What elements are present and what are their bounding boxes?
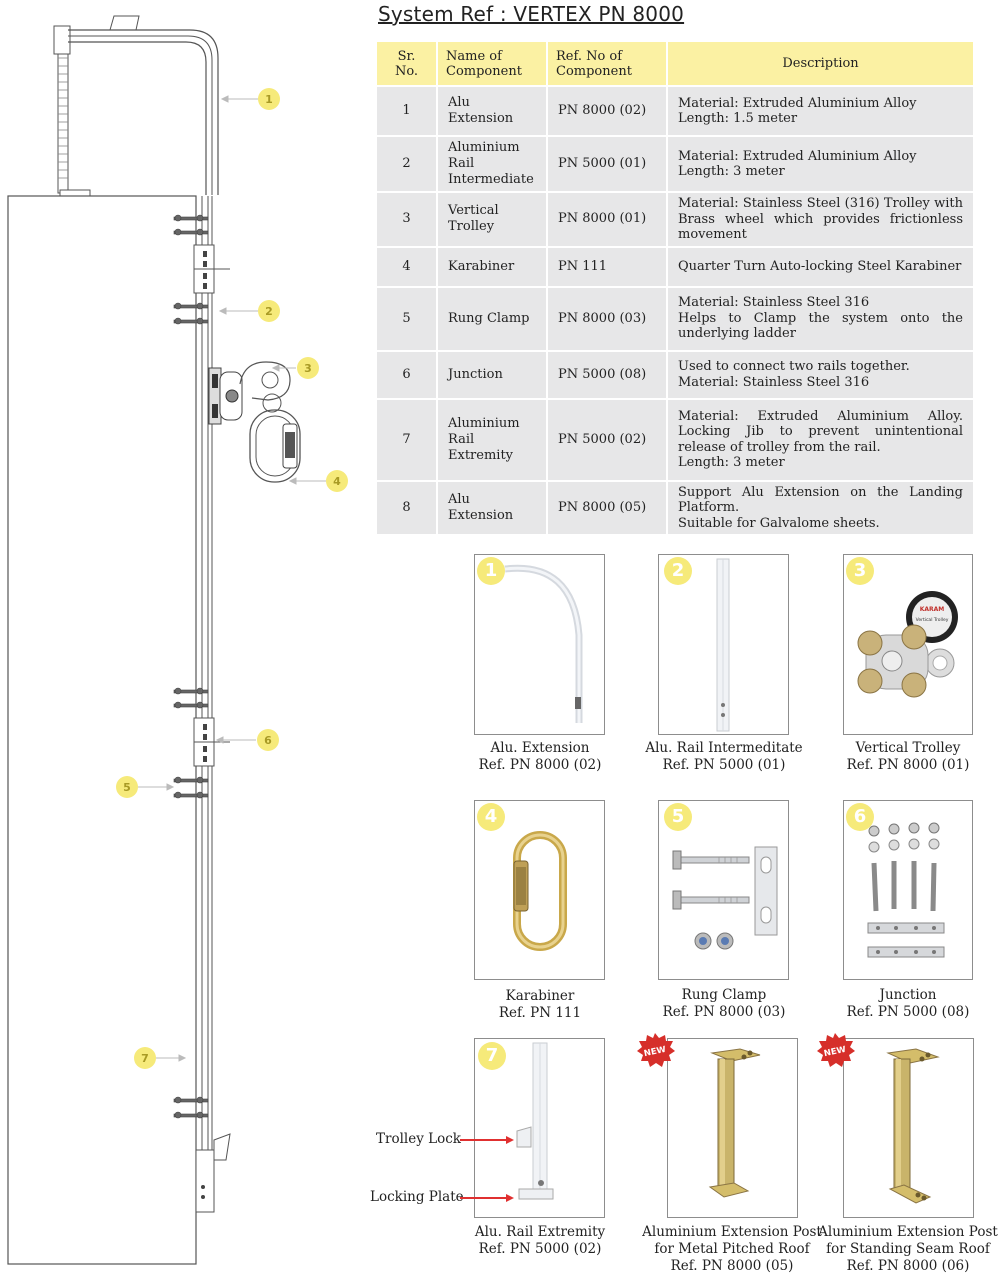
- cell-sr: 8: [377, 481, 437, 536]
- card-number-badge: 1: [477, 557, 505, 585]
- desc-line: Helps to Clamp the system onto the underlying ladder: [678, 310, 963, 342]
- desc-line: Suitable for Galvalome sheets.: [678, 515, 880, 531]
- desc-line: Material: Stainless Steel 316: [678, 374, 870, 390]
- header-description: Description: [667, 42, 974, 86]
- cell-desc: [667, 399, 974, 481]
- new-badge-text: NEW: [643, 1044, 667, 1060]
- cell-desc: [667, 136, 974, 192]
- extension-post-seam-image: [844, 1039, 973, 1217]
- desc-line: Used to connect two rails together.: [678, 359, 910, 374]
- card-caption: [624, 740, 824, 774]
- trolley-brand-text: KARAM: [919, 606, 945, 613]
- cell-name: Aluminium Rail Intermediate: [437, 136, 547, 192]
- cell-ref: PN 8000 (05): [547, 481, 667, 536]
- card-caption: [808, 987, 1000, 1021]
- caption-line2: Ref. PN 8000 (01): [846, 757, 970, 773]
- table-row: [377, 192, 974, 247]
- cell-name: Junction: [437, 351, 547, 399]
- card-frame: [843, 1038, 974, 1218]
- caption-line2: Ref. PN 8000 (02): [478, 757, 602, 773]
- ladder-system-diagram: [0, 0, 370, 1281]
- caption-line3: Ref. PN 8000 (06): [846, 1258, 970, 1274]
- cell-ref: PN 5000 (08): [547, 351, 667, 399]
- cell-name: Alu Extension: [437, 481, 547, 536]
- caption-line1: Aluminium Extension Post: [818, 1224, 998, 1240]
- callout-7: 7: [141, 1052, 149, 1065]
- desc-line: Material: Stainless Steel (316) Trolley with Brass wheel which provides frictionless movement: [678, 196, 963, 242]
- cell-sr: 2: [377, 136, 437, 192]
- table-row: [377, 136, 974, 192]
- cell-sr: 4: [377, 247, 437, 287]
- card-caption: [440, 988, 640, 1022]
- card-frame: [667, 1038, 798, 1218]
- caption-line2: Ref. PN 8000 (03): [662, 1004, 786, 1020]
- cell-ref: PN 5000 (02): [547, 399, 667, 481]
- table-row: [377, 351, 974, 399]
- caption-line2: Ref. PN 5000 (01): [662, 757, 786, 773]
- cell-desc: [667, 86, 974, 136]
- trolley-sub-text: Vertical Trolley: [915, 618, 949, 623]
- card-caption: [624, 987, 824, 1021]
- desc-line: Material: Extruded Aluminium Alloy: [678, 95, 917, 111]
- card-number-badge: 3: [846, 557, 874, 585]
- cell-sr: 7: [377, 399, 437, 481]
- component-table: [377, 42, 975, 536]
- table-row: [377, 287, 974, 351]
- caption-line1: Rung Clamp: [681, 987, 767, 1003]
- header-name: Name of Component: [437, 42, 547, 86]
- card-caption: [440, 1224, 640, 1258]
- callout-4: 4: [333, 475, 341, 488]
- new-badge: [815, 1032, 855, 1068]
- cell-desc: [667, 287, 974, 351]
- cell-sr: 3: [377, 192, 437, 247]
- card-number-badge: 4: [477, 803, 505, 831]
- callout-3: 3: [304, 362, 312, 375]
- caption-line2: Ref. PN 5000 (08): [846, 1004, 970, 1020]
- table-row: [377, 399, 974, 481]
- desc-line: Material: Extruded Aluminium Alloy: [678, 148, 917, 164]
- cell-desc: [667, 192, 974, 247]
- cell-name: Aluminium Rail Extremity: [437, 399, 547, 481]
- table-row: [377, 481, 974, 536]
- callout-5: 5: [123, 781, 131, 794]
- cell-ref: PN 8000 (02): [547, 86, 667, 136]
- desc-line: Material: Stainless Steel 316: [678, 295, 870, 311]
- desc-line: Length: 3 meter: [678, 455, 785, 470]
- caption-line1: Karabiner: [505, 988, 575, 1004]
- cell-sr: 1: [377, 86, 437, 136]
- caption-line1: Alu. Rail Intermeditate: [645, 740, 803, 756]
- header-ref: Ref. No of Component: [547, 42, 667, 86]
- caption-line1: Aluminium Extension Post: [642, 1224, 822, 1240]
- caption-line2: Ref. PN 111: [498, 1005, 582, 1021]
- caption-line1: Alu. Rail Extremity: [474, 1224, 606, 1240]
- cell-desc: [667, 481, 974, 536]
- trolley-lock-label: Trolley Lock: [376, 1131, 461, 1147]
- new-badge-text: NEW: [823, 1044, 847, 1060]
- cell-desc: [667, 351, 974, 399]
- new-badge: [635, 1032, 675, 1068]
- caption-line1: Junction: [879, 987, 937, 1003]
- desc-line: Quarter Turn Auto-locking Steel Karabiner: [678, 258, 962, 274]
- cell-desc: [667, 247, 974, 287]
- card-number-badge: 7: [478, 1042, 506, 1070]
- card-number-badge: 5: [664, 803, 692, 831]
- cell-ref: PN 111: [547, 247, 667, 287]
- cell-sr: 6: [377, 351, 437, 399]
- cell-sr: 5: [377, 287, 437, 351]
- card-number-badge: 2: [664, 557, 692, 585]
- caption-line2: for Metal Pitched Roof: [654, 1241, 810, 1257]
- locking-plate-label: Locking Plate: [370, 1189, 464, 1205]
- card-caption: [632, 1224, 832, 1275]
- card-caption: [808, 740, 1000, 774]
- desc-line: Length: 1.5 meter: [678, 111, 798, 126]
- desc-line: Support Alu Extension on the Landing Platform.: [678, 484, 963, 515]
- table-row: [377, 86, 974, 136]
- cell-name: Rung Clamp: [437, 287, 547, 351]
- caption-line1: Vertical Trolley: [855, 740, 961, 756]
- cell-ref: PN 5000 (01): [547, 136, 667, 192]
- desc-line: Material: Extruded Aluminium Alloy. Locking Jib to prevent unintentional release of trolley from the rail.: [678, 408, 963, 455]
- card-number-badge: 6: [846, 803, 874, 831]
- card-caption: [808, 1224, 1000, 1275]
- table-header-row: [377, 42, 974, 86]
- card-caption: [440, 740, 640, 774]
- table-row: [377, 247, 974, 287]
- callout-1: 1: [265, 93, 273, 106]
- callout-2: 2: [265, 305, 273, 318]
- caption-line2: for Standing Seam Roof: [826, 1241, 990, 1257]
- system-ref-title: System Ref : VERTEX PN 8000: [378, 2, 685, 26]
- cell-name: Alu Extension: [437, 86, 547, 136]
- caption-line1: Alu. Extension: [490, 740, 590, 756]
- cell-ref: PN 8000 (01): [547, 192, 667, 247]
- callout-6: 6: [264, 734, 272, 747]
- header-sr-no: Sr. No.: [377, 42, 437, 86]
- extension-post-metal-image: [668, 1039, 797, 1217]
- cell-name: Karabiner: [437, 247, 547, 287]
- caption-line3: Ref. PN 8000 (05): [670, 1258, 794, 1274]
- red-arrows: [458, 1130, 518, 1210]
- desc-line: Length: 3 meter: [678, 164, 785, 179]
- cell-name: Vertical Trolley: [437, 192, 547, 247]
- cell-ref: PN 8000 (03): [547, 287, 667, 351]
- caption-line2: Ref. PN 5000 (02): [478, 1241, 602, 1257]
